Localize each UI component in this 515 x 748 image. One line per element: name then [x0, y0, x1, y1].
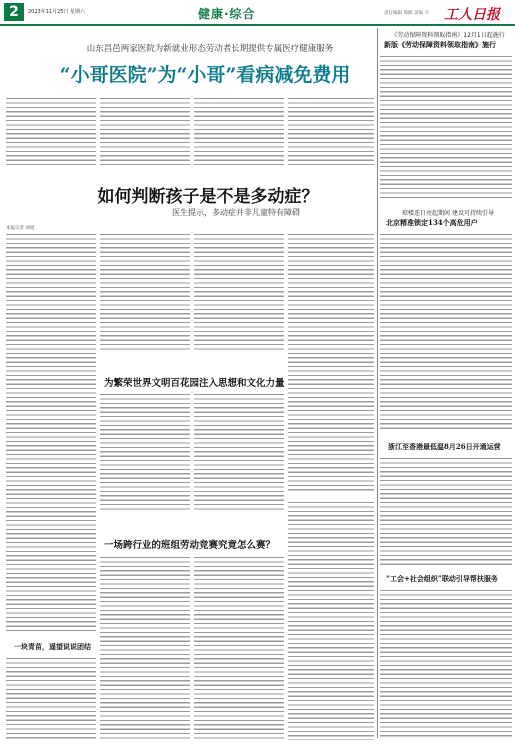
- lead-body-col-3: [194, 96, 284, 168]
- right-headline-1: 新版《劳动保障资料领取指南》施行: [384, 40, 496, 49]
- right-headline-3: 浙江至香港最低温8月26日开通运营: [388, 442, 501, 451]
- feature-body-col-3: [194, 232, 284, 352]
- middle-body-2-col-3: [288, 500, 374, 740]
- middle-body-2-col-2: [194, 555, 284, 740]
- middle-body-1-col-1: [100, 392, 190, 512]
- right-kicker-2: 琼楼连日亮起期间 建设可持续引导: [402, 210, 494, 217]
- right-body-3: [380, 456, 512, 566]
- middle-headline-2: 一场跨行业的班组劳动竞赛究竟怎么赛？: [104, 540, 276, 551]
- lead-body-col-4: [288, 96, 374, 168]
- masthead: [0, 0, 515, 26]
- right-headline-4: “工会+社会组织”联动引导帮扶服务: [386, 574, 498, 583]
- feature-body-col-2: [100, 232, 190, 352]
- feature-subhead: 医生提示，多动症并非儿童特有障碍: [172, 208, 300, 217]
- editor-credit: 责任编辑 海鸥 美编 斗: [384, 11, 429, 16]
- right-body-4: [380, 588, 512, 738]
- lead-subhead: 山东昌邑两家医院为新就业形态劳动者长期提供专属医疗健康服务: [86, 44, 334, 54]
- feature-byline: 本报记者 刘旭: [6, 226, 35, 231]
- section-title: 健康·综合: [198, 7, 256, 21]
- bottom-left-body: [6, 656, 96, 740]
- right-kicker-1: 《劳动保障资料领取指南》12月1日起施行: [391, 32, 505, 39]
- feature-body-col-4: [288, 232, 374, 492]
- bottom-left-headline: 一块青苗，遥望说说团结: [14, 642, 91, 651]
- right-headline-2: 北京精准锁定134个高危用户: [386, 218, 478, 227]
- newspaper-logo: 工人日报: [444, 7, 500, 23]
- middle-headline-1: 为繁荣世界文明百花园注入思想和文化力量: [104, 378, 285, 389]
- right-body-2: [380, 232, 512, 432]
- lead-headline: “小哥医院”为“小哥”看病减免费用: [59, 64, 351, 86]
- lead-body-col-1: [6, 96, 96, 168]
- issue-date: 2023年11月25日 星期六: [28, 9, 86, 15]
- feature-headline: 如何判断孩子是不是多动症？: [97, 187, 319, 207]
- page-number: 2: [4, 3, 24, 21]
- middle-body-2-col-1: [100, 555, 190, 740]
- middle-body-1-col-2: [194, 392, 284, 512]
- column-divider: [377, 28, 378, 738]
- right-body-1: [380, 54, 512, 199]
- lead-body-col-2: [100, 96, 190, 168]
- feature-body-col-1: [6, 232, 96, 632]
